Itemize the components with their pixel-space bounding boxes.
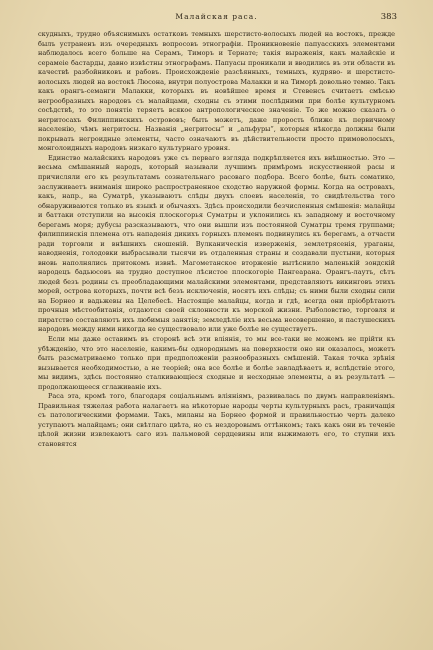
paragraph: Раса эта, кромѣ того, благодаря соціальнымъ вліяніямъ, развивалась по двумъ направленіямъ. Правильная тяжелая работа налагаетъ на нѣкоторые народы черты культурныхъ расъ, граничащія съ патологическими формами. Такъ, миланы на Борнео формой и правильностью черть далеко уступаютъ малайцамъ; они свѣтлаго цвѣта, но съ нездоровымъ оттѣнкомъ; такъ какъ они въ теченіе цѣлой жизни извлекаютъ саго изъ пальмовой сердцевины или выжимаютъ его, то ступни ихъ становятся: [38, 392, 395, 448]
running-head: Малайская раса.: [175, 12, 258, 21]
page-header: [0, 12, 433, 26]
body-text: [38, 30, 395, 640]
paragraph: скудныхъ, трудно объяснимыхъ остатковъ темныхъ шерстисто-волосыхъ людей на востокъ, прежде былъ устраненъ изъ очередныхъ вопросовъ этнографіи. Проникновеніе папуасскихъ элементами наблюдалось всего больше на Серамъ, Тиморъ и Тернате; такія выраженія, какъ малайскіе и серамеіе бастарды, давно извѣстны этнографамъ. Папуасы проникали и вводились въ эти области въ качествѣ разбойниковъ и рабовъ. Происхожденіе разсѣянныхъ, темныхъ, кудряво- и шерстисто-волосыхъ людей на востокѣ Люсона, внутри полуострова Малакки и на Тиморѣ довольно темно. Такъ какъ орангъ-семанги Малакки, которыхъ въ новѣйшее время и Стевенсъ считаетъ смѣсью негрообразныхъ народовъ съ малайцами, сходны съ этими послѣдними при болѣе культурномъ сосѣдствѣ, то это понятіе теряетъ всякое антропологическое значеніе. То же можно сказать о негритосахъ Филиппинскихъ острововъ; быть можетъ, даже прорость ближе къ первичному населенію, чѣмъ негритосы. Названія „негритосы“ и „альфуры“, которыя нѣкогда должны были покрывать негроидные элементы, часто означаютъ въ дѣйствительности просто примоволосыхъ, монголоидныхъ народовъ низкаго культурнаго уровня.: [38, 30, 395, 153]
paragraph: Единство малайскихъ народовъ уже съ перваго взгляда подкрѣпляется ихъ внѣшностью. Это — весьма смѣшанный народъ, который называли лучшимъ примѣромъ искусственной расы и причисляли его къ результатамъ сознательнаго расоваго подбора. Всего болѣе, быть соматико, заслуживаетъ вниманія широко распространенное сходство наружной формы. Когда на островахъ, какъ, напр., на Суматрѣ, указываютъ слѣды двухъ слоевъ населенія, то свидѣтельства того обнаруживаются только въ языкѣ и обычаяхъ. Здѣсь происходили безчисленныя смѣшенія: малайцы и баттаки отступили на высокія плоскогорья Суматры и уклонились къ западному и восточному берегамъ моря; дубусы разсказываютъ, что они вышли изъ постоянной Суматры тремя группами; филиппинскія племена отъ нападенія дикихъ горныхъ племенъ подвинулись къ берегамъ, а отчасти ради торговли и внѣшнихъ сношеній. Вулканическія изверженія, землетрясенія, ураганы, наводненія, голодовки выбрасывали тысячи въ отдаленныя страны и создавали пустыни, которыя вновь наполнялись притокомъ извнѣ. Магометанское вторженіе вытѣснило маленькій зондскій народецъ бадьюсовъ на трудно доступное лѣсистое плоскогоріе Пангеарана. Орангъ-лаутъ, сѣтъ людей безъ родины съ преобладающими малайскими элементами, представляютъ викинговъ этихъ морей, острова которыхъ, почти всѣ безъ исключенія, носятъ ихъ слѣды; съ ними были сходны сили на Борнео и вадьжевы на Целебесѣ. Настоящіе малайцы, когда и гдѣ, всегда они пріобрѣтаютъ прочныя мѣстообитанія, отдаются своей склонности къ морской жизни. Рыболовство, торговля и пиратство составляютъ ихъ любимыя занятія; земледѣліе ихъ весьма несовершенно, и пастушескихъ народовъ между ними никогда не существовало или уже болѣе не существуетъ.: [38, 153, 395, 334]
paragraph: Если мы даже оставимъ въ сторонѣ всѣ эти вліянія, то мы все-таки не можемъ не прійти къ убѣжденію, что это населеніе, какимъ-бы однороднымъ на поверхности оно ни оказалось, можетъ быть разсматриваемо только при предположеніи разнообразныхъ смѣшеній. Такая точка зрѣнія вызывается необходимостью, а не теоріей; она все болѣе и болѣе завладѣваетъ и, вслѣдствіе этого, мы видимъ, здѣсь постоянно сталкивающіеся сходные и несходные элементы, а въ результатѣ — продолжающееся сглаживаніе ихъ.: [38, 335, 395, 391]
page-number: 383: [380, 12, 397, 22]
